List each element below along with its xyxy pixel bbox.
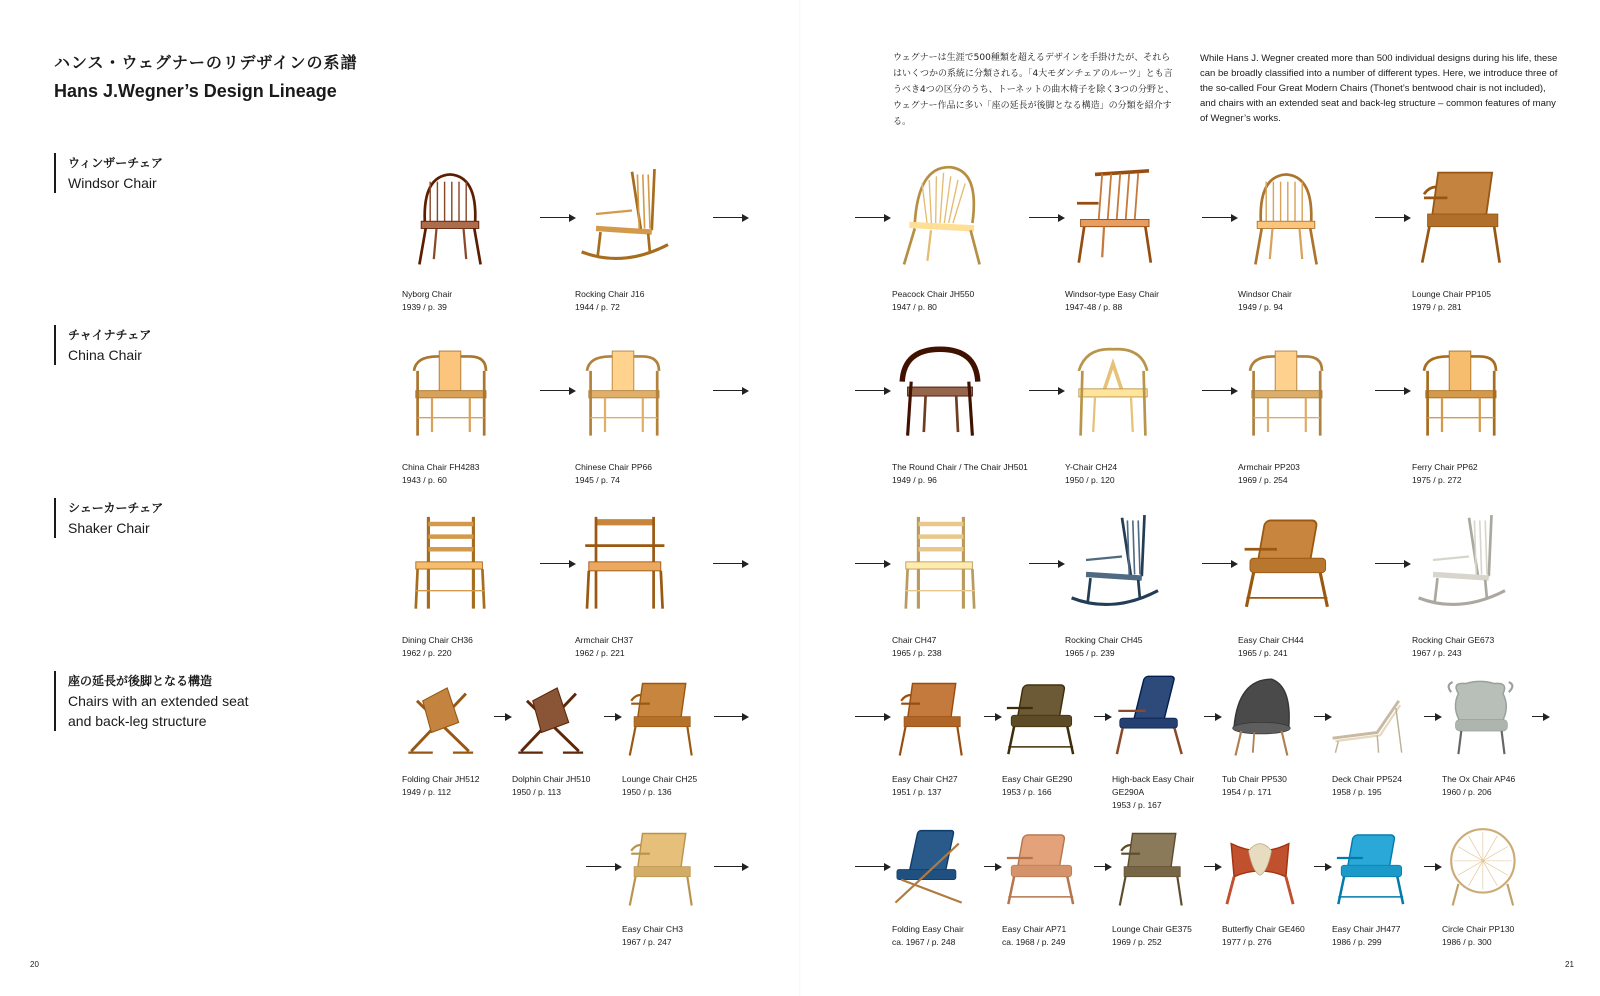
section-title-ja: 座の延長が後脚となる構造 (68, 674, 213, 688)
section-title-ja: チャイナチェア (68, 328, 152, 342)
chair-caption (1332, 923, 1401, 949)
chair-year-page: 1947 / p. 80 (892, 302, 937, 312)
chair-caption (575, 461, 652, 487)
chair-year-page: 1953 / p. 167 (1112, 800, 1162, 810)
chair-image (1326, 672, 1414, 762)
windsor-chair-icon (396, 152, 504, 277)
arrow-icon (1029, 213, 1065, 223)
round-chair-icon (886, 325, 994, 450)
chair-image (886, 822, 974, 912)
chair-name-line2: GE290A (1112, 787, 1145, 797)
deck-chair-icon (1326, 672, 1414, 762)
chair-year-page: 1958 / p. 195 (1332, 787, 1382, 797)
chair-image (569, 498, 677, 623)
chair-name: Armchair CH37 (575, 635, 634, 645)
arrow-icon (1532, 712, 1550, 722)
easy-chair-icon (996, 672, 1084, 762)
section-title-en: Chairs with an extended seat (68, 693, 249, 709)
chair-image (886, 672, 974, 762)
chair-year-page: 1965 / p. 238 (892, 648, 942, 658)
arrow-icon (540, 213, 576, 223)
chair-year-page: 1979 / p. 281 (1412, 302, 1462, 312)
arrow-icon (714, 862, 749, 872)
chair-year-page: 1969 / p. 254 (1238, 475, 1288, 485)
arrow-icon (1314, 712, 1332, 722)
chair-image (616, 822, 704, 912)
chair-name: Rocking Chair J16 (575, 289, 645, 299)
chair-name: Easy Chair CH44 (1238, 635, 1304, 645)
arrow-icon (714, 712, 749, 722)
chair-caption (622, 773, 697, 799)
chair-year-page: 1945 / p. 74 (575, 475, 620, 485)
chair-image (396, 672, 484, 762)
lounge-chair-icon (616, 672, 704, 762)
chair-image (396, 152, 504, 277)
shaker-chair-icon (396, 498, 504, 623)
chair-year-page: 1962 / p. 220 (402, 648, 452, 658)
chair-name: Folding Easy Chair (892, 924, 964, 934)
chair-image (1216, 822, 1304, 912)
page-number-right: 21 (1565, 960, 1574, 969)
chair-name: The Ox Chair AP46 (1442, 774, 1516, 784)
book-spine (799, 0, 801, 996)
chair-year-page: 1965 / p. 241 (1238, 648, 1288, 658)
chair-image (1059, 325, 1167, 450)
chair-image (1326, 822, 1414, 912)
arrow-icon (1204, 862, 1222, 872)
chair-name: Chinese Chair PP66 (575, 462, 653, 472)
chair-image (1232, 325, 1340, 450)
arrow-icon (1202, 386, 1238, 396)
armchair-icon (1232, 325, 1340, 450)
armchair-icon (1406, 325, 1514, 450)
arrow-icon (855, 712, 891, 722)
chair-year-page: 1950 / p. 120 (1065, 475, 1115, 485)
chair-image (1216, 672, 1304, 762)
chair-image (886, 325, 994, 450)
intro-text-en: While Hans J. Wegner created more than 500 individual designs during his life, these can be broadly classified into a number of different types. Here, we introduce three of the so-called Four Great Modern Chairs (Thonet’s bentwood chair is not included), and chairs with an extended seat and back-leg structure – common features of many of Wegner’s works. (1200, 53, 1558, 124)
section-label-shaker (54, 498, 163, 538)
chair-name: Armchair PP203 (1238, 462, 1300, 472)
page-number-left: 20 (30, 960, 39, 969)
chair-image (996, 672, 1084, 762)
chair-year-page: 1986 / p. 300 (1442, 937, 1492, 947)
chair-year-page: 1962 / p. 221 (575, 648, 625, 658)
arrow-icon (586, 862, 622, 872)
y-chair-icon (1059, 325, 1167, 450)
chair-year-page: 1975 / p. 272 (1412, 475, 1462, 485)
tub-chair-icon (1216, 672, 1304, 762)
chair-year-page: 1949 / p. 94 (1238, 302, 1283, 312)
arrow-icon (1375, 559, 1411, 569)
chair-name: China Chair FH4283 (402, 462, 480, 472)
chair-image (1232, 152, 1340, 277)
chair-year-page: 1950 / p. 136 (622, 787, 672, 797)
chair-image (569, 152, 677, 277)
lounge-chair-icon (616, 822, 704, 912)
intro-text-ja: ウェグナーは生涯で500種類を超えるデザインを手掛けたが、それらはいくつかの系統に分類される。「4大モダンチェアのルーツ」とも言うべき4つの区分のうち、トーネットの曲木椅子を除く3つの分野と、ウェグナー作品に多い「座の延長が後脚となる構造」の分類を紹介する。 (893, 53, 1175, 127)
page-title-ja: ハンス・ウェグナーのリデザインの系譜 (54, 53, 358, 72)
ox-chair-icon (1436, 672, 1524, 762)
chair-caption (575, 634, 633, 660)
chair-caption (892, 288, 974, 314)
chair-image (506, 672, 594, 762)
chair-name: Rocking Chair GE673 (1412, 635, 1495, 645)
chair-image (1232, 498, 1340, 623)
chair-image (616, 672, 704, 762)
arrow-icon (1202, 213, 1238, 223)
chair-caption (402, 773, 479, 799)
chair-year-page: 1967 / p. 243 (1412, 648, 1462, 658)
chair-image (1436, 672, 1524, 762)
arrow-icon (1094, 862, 1112, 872)
chair-image (1059, 152, 1167, 277)
page-title-en: Hans J.Wegner’s Design Lineage (54, 81, 337, 101)
chair-image (886, 152, 994, 277)
chair-caption (1002, 773, 1072, 799)
chair-caption (575, 288, 644, 314)
arrow-icon (540, 386, 576, 396)
chair-year-page: 1986 / p. 299 (1332, 937, 1382, 947)
rocking-chair-icon (569, 152, 677, 277)
section-title-en: China Chair (68, 347, 142, 363)
chair-image (396, 325, 504, 450)
china-chair-icon (396, 325, 504, 450)
chair-caption (1238, 288, 1292, 314)
chair-year-page: ca. 1967 / p. 248 (892, 937, 956, 947)
chair-name: Easy Chair CH27 (892, 774, 958, 784)
arrow-icon (1424, 712, 1442, 722)
chair-caption (402, 288, 452, 314)
windsor-easy-chair-icon (1059, 152, 1167, 277)
arrow-icon (1202, 559, 1238, 569)
chair-caption (1065, 288, 1159, 314)
windsor-chair-icon (1232, 152, 1340, 277)
section-title-en-line2: and back-leg structure (68, 713, 207, 729)
chair-year-page: ca. 1968 / p. 249 (1002, 937, 1066, 947)
chair-name: Easy Chair GE290 (1002, 774, 1073, 784)
chair-caption (1412, 288, 1491, 314)
chair-name: Ferry Chair PP62 (1412, 462, 1478, 472)
chair-year-page: 1965 / p. 239 (1065, 648, 1115, 658)
chair-image (1106, 672, 1194, 762)
chair-caption (1238, 461, 1300, 487)
arrow-icon (713, 386, 749, 396)
chair-caption (1442, 923, 1514, 949)
arrow-icon (1424, 862, 1442, 872)
chair-name: Peacock Chair JH550 (892, 289, 975, 299)
circle-chair-icon (1436, 822, 1524, 912)
arrow-icon (855, 862, 891, 872)
arrow-icon (984, 712, 1002, 722)
arrow-icon (540, 559, 576, 569)
chair-caption (1412, 461, 1478, 487)
chair-name: Chair CH47 (892, 635, 937, 645)
chair-caption (1442, 773, 1515, 799)
chair-caption (1238, 634, 1304, 660)
highback-chair-icon (1106, 672, 1194, 762)
peacock-chair-icon (886, 152, 994, 277)
chair-year-page: 1967 / p. 247 (622, 937, 672, 947)
arrow-icon (494, 712, 512, 722)
chair-name: Folding Chair JH512 (402, 774, 480, 784)
lounge-chair-icon (1106, 822, 1194, 912)
chair-year-page: 1954 / p. 171 (1222, 787, 1272, 797)
lounge-chair-icon (1406, 152, 1514, 277)
chair-image (1106, 822, 1194, 912)
chair-year-page: 1949 / p. 96 (892, 475, 937, 485)
arrow-icon (1204, 712, 1222, 722)
chair-caption (402, 634, 473, 660)
chair-caption (892, 923, 964, 949)
chair-year-page: 1969 / p. 252 (1112, 937, 1162, 947)
arrow-icon (855, 559, 891, 569)
chair-image (569, 325, 677, 450)
arrow-icon (1029, 559, 1065, 569)
arrow-icon (1375, 213, 1411, 223)
chair-year-page: 1943 / p. 60 (402, 475, 447, 485)
arrow-icon (855, 386, 891, 396)
chair-name: Rocking Chair CH45 (1065, 635, 1143, 645)
butterfly-chair-icon (1216, 822, 1304, 912)
arrow-icon (1314, 862, 1332, 872)
section-title-ja: ウィンザーチェア (68, 156, 163, 170)
chair-name: Tub Chair PP530 (1222, 774, 1287, 784)
chair-caption (1065, 461, 1117, 487)
chair-name: Lounge Chair CH25 (622, 774, 698, 784)
rocking-chair-icon (1406, 498, 1514, 623)
section-label-china (54, 325, 151, 365)
chair-name: Easy Chair CH3 (622, 924, 683, 934)
chair-year-page: 1960 / p. 206 (1442, 787, 1492, 797)
chair-caption (892, 461, 1028, 487)
chair-caption (1065, 634, 1142, 660)
chair-image (1406, 498, 1514, 623)
arrow-icon (713, 559, 749, 569)
chair-name: Dolphin Chair JH510 (512, 774, 591, 784)
chair-name: Lounge Chair PP105 (1412, 289, 1491, 299)
chair-caption (1222, 773, 1287, 799)
chair-caption (1112, 923, 1192, 949)
arrow-icon (1375, 386, 1411, 396)
chair-caption (512, 773, 590, 799)
section-title-en: Windsor Chair (68, 175, 157, 191)
chair-year-page: 1944 / p. 72 (575, 302, 620, 312)
chair-year-page: 1953 / p. 166 (1002, 787, 1052, 797)
chair-caption (622, 923, 683, 949)
rocking-chair-icon (1059, 498, 1167, 623)
chair-name: Nyborg Chair (402, 289, 453, 299)
chair-year-page: 1949 / p. 112 (402, 787, 451, 797)
arrow-icon (1094, 712, 1112, 722)
easy-chair-icon (996, 822, 1084, 912)
chair-name: The Round Chair / The Chair JH501 (892, 462, 1028, 472)
arrow-icon (855, 213, 891, 223)
chair-caption (892, 773, 958, 799)
chair-caption (1412, 634, 1494, 660)
china-chair-icon (569, 325, 677, 450)
lounge-chair-icon (886, 672, 974, 762)
arrow-icon (984, 862, 1002, 872)
chair-image (996, 822, 1084, 912)
folding-chair-icon (506, 672, 594, 762)
chair-year-page: 1950 / p. 113 (512, 787, 561, 797)
chair-image (1059, 498, 1167, 623)
chair-year-page: 1951 / p. 137 (892, 787, 942, 797)
section-title-en: Shaker Chair (68, 520, 150, 536)
arrow-icon (713, 213, 749, 223)
chair-year-page: 1977 / p. 276 (1222, 937, 1272, 947)
chair-year-page: 1947-48 / p. 88 (1065, 302, 1123, 312)
chair-caption (1222, 923, 1305, 949)
arrow-icon (604, 712, 622, 722)
shaker-armchair-icon (569, 498, 677, 623)
chair-caption (1112, 773, 1194, 812)
easy-chair-icon (1232, 498, 1340, 623)
chair-name: Deck Chair PP524 (1332, 774, 1402, 784)
chair-name: Easy Chair JH477 (1332, 924, 1401, 934)
chair-name: Easy Chair AP71 (1002, 924, 1067, 934)
section-label-extended-seat (54, 671, 249, 731)
chair-name: Lounge Chair GE375 (1112, 924, 1192, 934)
chair-image (1436, 822, 1524, 912)
section-title-ja: シェーカーチェア (68, 501, 164, 515)
chair-year-page: 1939 / p. 39 (402, 302, 447, 312)
easy-chair-icon (1326, 822, 1414, 912)
chair-image (396, 498, 504, 623)
chair-caption (1332, 773, 1402, 799)
folding-chair-icon (396, 672, 484, 762)
chair-name: Windsor Chair (1238, 289, 1292, 299)
chair-caption (402, 461, 479, 487)
arrow-icon (1029, 386, 1065, 396)
chair-name: Windsor-type Easy Chair (1065, 289, 1160, 299)
chair-image (1406, 325, 1514, 450)
chair-name: Circle Chair PP130 (1442, 924, 1515, 934)
chair-name: Y-Chair CH24 (1065, 462, 1118, 472)
chair-image (886, 498, 994, 623)
section-label-windsor (54, 153, 163, 193)
chair-name: Butterfly Chair GE460 (1222, 924, 1305, 934)
shaker-chair-icon (886, 498, 994, 623)
chair-image (1406, 152, 1514, 277)
chair-name: High-back Easy Chair (1112, 774, 1195, 784)
chair-caption (892, 634, 942, 660)
chair-name: Dining Chair CH36 (402, 635, 473, 645)
chair-caption (1002, 923, 1066, 949)
folding-easy-chair-icon (886, 822, 974, 912)
